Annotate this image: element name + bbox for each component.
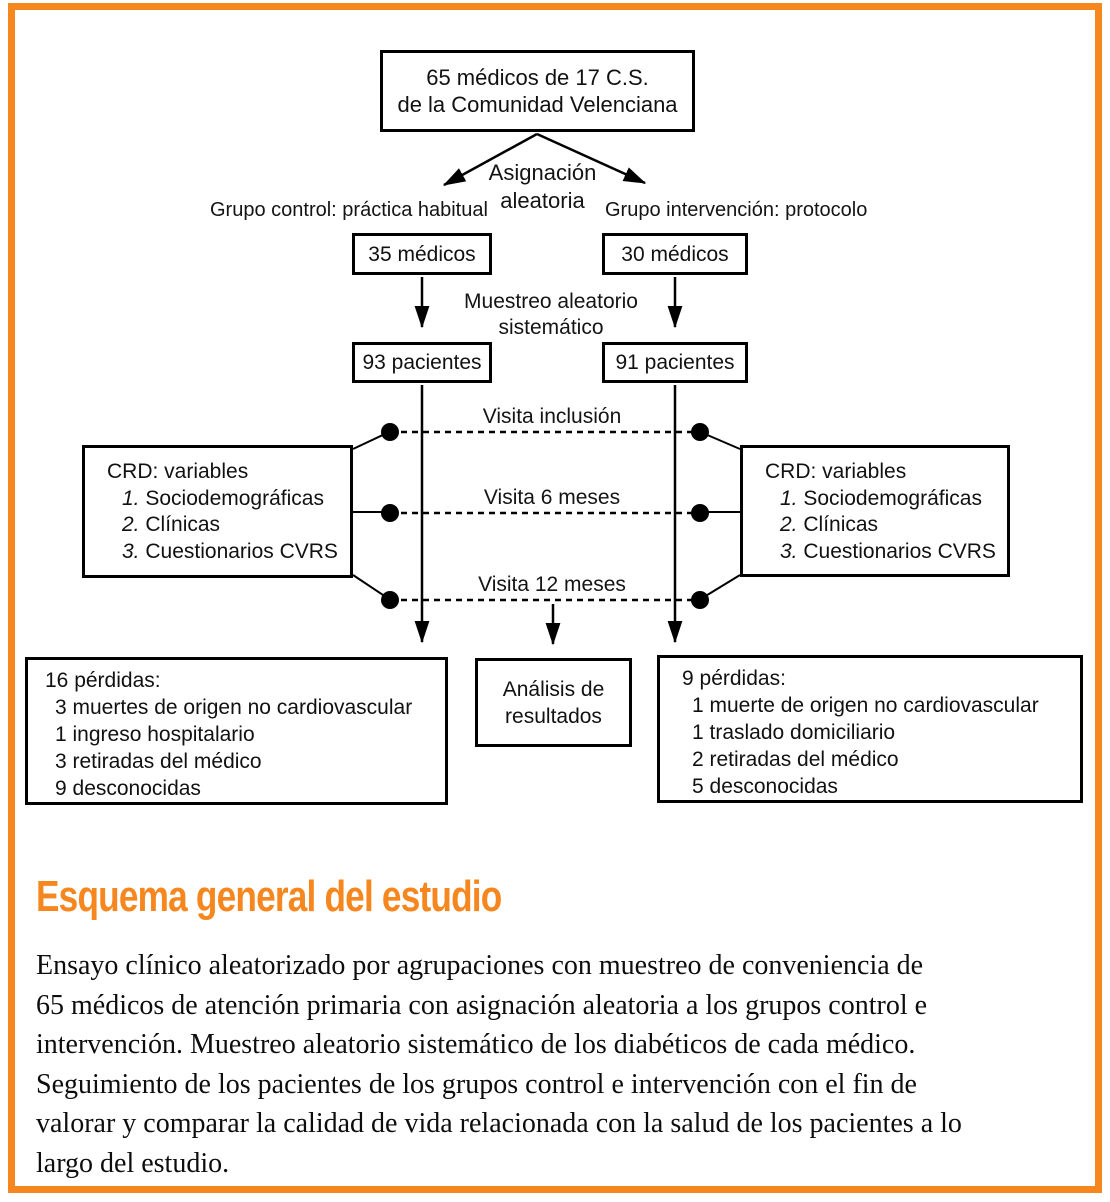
source-population-box <box>380 50 695 132</box>
results-analysis-box: Análisis de resultados <box>475 658 632 747</box>
losses-title: 9 pérdidas: <box>682 667 786 690</box>
intervention-losses-box <box>657 655 1083 803</box>
timeline-dot <box>691 591 709 609</box>
systematic-sampling-label: Muestreo aleatorio sistemático <box>464 290 638 339</box>
intervention-doctors-box: 30 médicos <box>602 233 748 275</box>
caption-line: valorar y comparar la calidad de vida relacionada con la salud de los pacientes a lo <box>36 1108 962 1139</box>
losses-item: 1 ingreso hospitalario <box>55 723 255 746</box>
intervention-group-label: Grupo intervención: protocolo <box>605 199 868 221</box>
timeline-dot <box>691 504 709 522</box>
losses-item: 3 retiradas del médico <box>55 750 262 773</box>
timeline-dot <box>381 423 399 441</box>
control-group-label: Grupo control: práctica habitual <box>210 199 488 221</box>
crd-right-link-top <box>705 434 740 449</box>
crd-item: 3. Cuestionarios CVRS <box>122 539 338 563</box>
source-population-line1: 65 médicos de 17 C.S. <box>426 65 649 90</box>
crd-item: 2. Clínicas <box>780 513 879 536</box>
losses-item: 3 muertes de origen no cardiovascular <box>55 696 413 719</box>
timeline-dot <box>381 591 399 609</box>
random-assignment-label: Asignación aleatoria <box>488 160 597 213</box>
source-population-line2: de la Comunidad Velenciana <box>397 92 678 117</box>
crd-title: CRD: variables <box>765 460 907 483</box>
timeline-dot <box>691 423 709 441</box>
crd-left-link-top <box>353 434 385 449</box>
control-losses-box <box>25 657 448 805</box>
crd-item: 1. Sociodemográficas <box>122 486 324 510</box>
crd-item: 3. Cuestionarios CVRS <box>780 539 996 563</box>
control-patients-box: 93 pacientes <box>352 342 492 383</box>
crd-left-link-bottom <box>353 575 386 597</box>
caption-line: 65 médicos de atención primaria con asignación aleatoria a los grupos control e <box>36 989 928 1021</box>
intervention-patients-box: 91 pacientes <box>602 342 748 383</box>
crd-variables-box-right <box>740 445 1010 577</box>
losses-item: 2 retiradas del médico <box>692 748 899 771</box>
crd-title: CRD: variables <box>107 460 249 483</box>
crd-right-link-bottom <box>704 575 740 597</box>
control-doctors-box: 35 médicos <box>352 233 492 275</box>
figure-caption <box>36 946 962 1183</box>
visit-12-months-label: Visita 12 meses <box>478 573 626 596</box>
caption-line: Seguimiento de los pacientes de los grupos control e intervención con el fin de <box>36 1068 917 1100</box>
losses-title: 16 pérdidas: <box>45 669 161 692</box>
figure-title: Esquema general del estudio <box>36 872 502 921</box>
losses-item: 1 traslado domiciliario <box>692 721 896 744</box>
losses-item: 9 desconocidas <box>55 777 201 800</box>
timeline-dot <box>381 504 399 522</box>
caption-line: largo del estudio. <box>36 1147 230 1179</box>
crd-variables-box-left <box>82 445 353 578</box>
crd-item: 1. Sociodemográficas <box>780 486 982 510</box>
crd-item: 2. Clínicas <box>122 513 221 536</box>
caption-line: intervención. Muestreo aleatorio sistemático de los diabéticos de cada médico. <box>36 1029 916 1060</box>
caption-line: Ensayo clínico aleatorizado por agrupaciones con muestreo de conveniencia de <box>36 950 924 981</box>
visit-inclusion-label: Visita inclusión <box>482 405 622 428</box>
visit-6-months-label: Visita 6 meses <box>483 486 621 509</box>
losses-item: 5 desconocidas <box>692 775 838 798</box>
losses-item: 1 muerte de origen no cardiovascular <box>692 694 1039 717</box>
